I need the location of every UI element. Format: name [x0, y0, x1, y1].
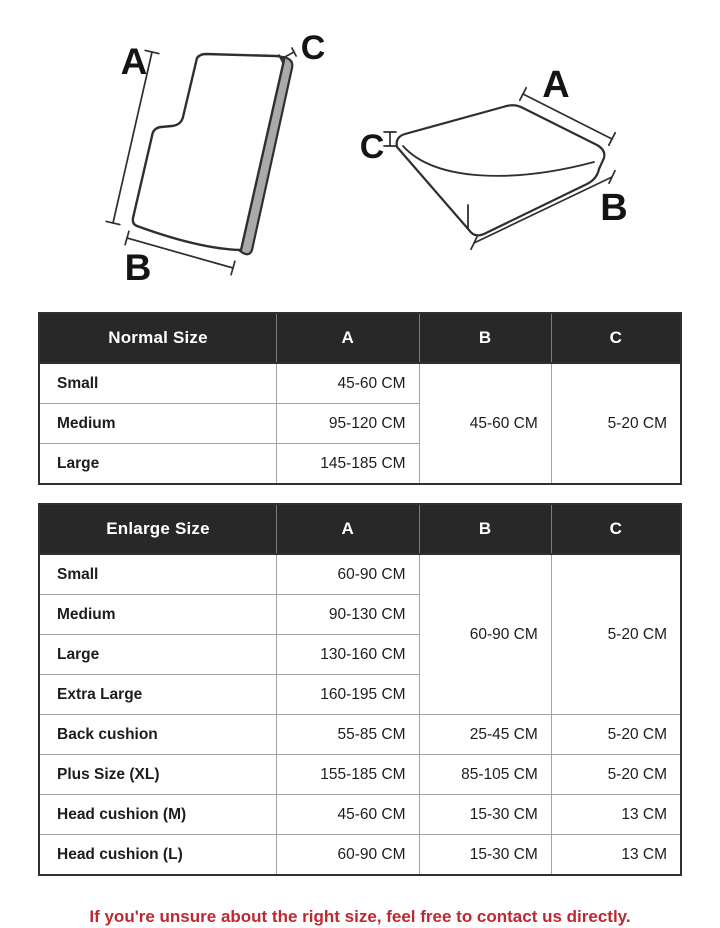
value-a: 45-60 CM: [277, 795, 420, 835]
enlarge-size-table: [38, 503, 682, 876]
table-row: [39, 755, 681, 795]
enlarge-size-title: Enlarge Size: [39, 504, 277, 554]
size-label: Large: [39, 635, 277, 675]
value-a: 145-185 CM: [277, 444, 420, 485]
table-header-row: [39, 504, 681, 554]
table-row: [39, 835, 681, 876]
cushion-measure-diagram: [0, 0, 720, 302]
back-cover-face: [133, 54, 284, 250]
value-a: 60-90 CM: [277, 554, 420, 595]
value-c-merged: 5-20 CM: [551, 554, 681, 715]
value-a: 160-195 CM: [277, 675, 420, 715]
value-c: 5-20 CM: [551, 755, 681, 795]
table-header-row: [39, 313, 681, 363]
value-a: 95-120 CM: [277, 404, 420, 444]
contact-note: If you're unsure about the right size, feel free to contact us directly.: [89, 907, 631, 926]
size-label: Extra Large: [39, 675, 277, 715]
table-row: [39, 363, 681, 404]
size-label: Large: [39, 444, 277, 485]
value-c: 13 CM: [551, 835, 681, 876]
value-a: 90-130 CM: [277, 595, 420, 635]
value-c-merged: 5-20 CM: [551, 363, 681, 484]
size-label: Small: [39, 363, 277, 404]
value-b-merged: 45-60 CM: [419, 363, 551, 484]
seat-cover-label-b: B: [600, 187, 628, 229]
size-label: Head cushion (L): [39, 835, 277, 876]
normal-size-title: Normal Size: [39, 313, 277, 363]
size-label: Medium: [39, 404, 277, 444]
value-b: 25-45 CM: [419, 715, 551, 755]
back-cover-diagram: [106, 48, 296, 275]
value-a: 45-60 CM: [277, 363, 420, 404]
value-a: 130-160 CM: [277, 635, 420, 675]
seat-cover-diagram: [384, 88, 615, 250]
seat-cover-label-a: A: [542, 64, 570, 106]
size-label: Head cushion (M): [39, 795, 277, 835]
size-label: Plus Size (XL): [39, 755, 277, 795]
column-header-b: B: [419, 313, 551, 363]
size-label: Small: [39, 554, 277, 595]
column-header-c: C: [551, 504, 681, 554]
value-b: 15-30 CM: [419, 795, 551, 835]
table-row: [39, 795, 681, 835]
measure-line-c: [384, 132, 396, 146]
value-b-merged: 60-90 CM: [419, 554, 551, 715]
table-row: [39, 554, 681, 595]
value-c: 13 CM: [551, 795, 681, 835]
column-header-a: A: [277, 504, 420, 554]
value-b: 15-30 CM: [419, 835, 551, 876]
column-header-c: C: [551, 313, 681, 363]
seat-cover-label-c: C: [359, 128, 385, 166]
value-b: 85-105 CM: [419, 755, 551, 795]
back-cover-label-b: B: [124, 247, 152, 288]
size-label: Back cushion: [39, 715, 277, 755]
normal-size-table: [38, 312, 682, 485]
value-a: 55-85 CM: [277, 715, 420, 755]
seat-cover-outline: [397, 105, 605, 235]
column-header-b: B: [419, 504, 551, 554]
back-cover-label-c: C: [300, 29, 326, 67]
value-a: 60-90 CM: [277, 835, 420, 876]
column-header-a: A: [277, 313, 420, 363]
size-label: Medium: [39, 595, 277, 635]
table-row: [39, 715, 681, 755]
value-a: 155-185 CM: [277, 755, 420, 795]
back-cover-label-a: A: [120, 41, 148, 82]
size-diagrams: [0, 0, 720, 302]
value-c: 5-20 CM: [551, 715, 681, 755]
